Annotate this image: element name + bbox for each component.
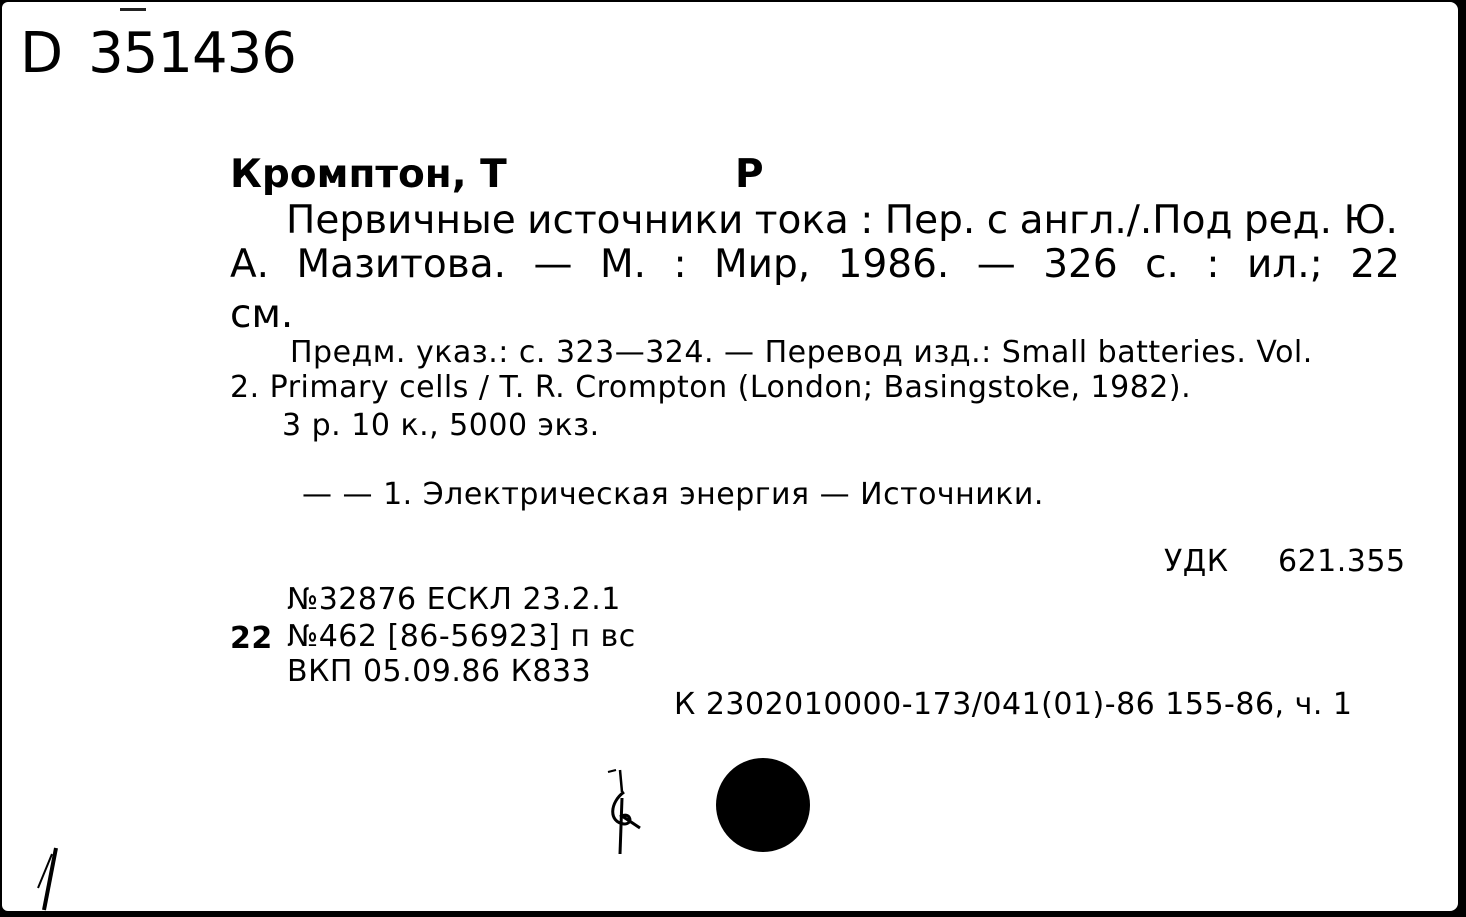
shelfmark [20,21,296,86]
word: с [986,198,1009,243]
word: англ./.Под [1019,198,1233,243]
word: тока [754,198,849,243]
catalog-code: К 2302010000-173/041(01)-86 155-86, ч. 1 [674,687,1353,722]
word: М. [599,242,646,287]
description-line-1 [286,198,1398,243]
udc-label: УДК [1164,544,1229,579]
word: : [1206,242,1220,287]
top-mark [120,8,146,11]
description-line-3: см. [230,292,294,337]
word: 22 [1350,242,1400,287]
shelfmark-number: 351436 [88,21,296,86]
udc-code: 621.355 [1278,544,1406,579]
notes-line-1: Предм. указ.: с. 323—324. — Перевод изд.: Small batteries. Vol. [290,335,1313,370]
registry-prefix: 22 [230,621,273,656]
word: Мир, [714,242,811,287]
word: 1986. [837,242,950,287]
description-line-2 [230,242,1400,287]
word: — [976,242,1016,287]
word: Ю. [1343,198,1398,243]
word: Первичные [286,198,516,243]
word: : [673,242,687,287]
word: : [860,198,874,243]
author-name: Кромптон, Т [230,152,507,197]
word: Мазитова. [296,242,507,287]
author-initial: Р [735,152,764,197]
subject-heading: — — 1. Электрическая энергия — Источники. [302,477,1044,512]
handwritten-stroke [30,844,70,911]
punch-hole-dot [716,758,810,852]
word: Пер. [884,198,976,243]
word: источники [527,198,744,243]
word: А. [230,242,270,287]
registry-line-2: №462 [86-56923] п вс [287,619,636,654]
word: 326 [1043,242,1118,287]
notes-line-2: 2. Primary cells / T. R. Crompton (London; Basingstoke, 1982). [230,370,1192,405]
word: — [533,242,573,287]
word: ил.; [1247,242,1323,287]
registry-line-1: №32876 ЕСКЛ 23.2.1 [287,582,621,617]
price-print-run: 3 р. 10 к., 5000 экз. [282,408,600,443]
word: с. [1145,242,1179,287]
shelfmark-letter: D [20,21,63,86]
handwritten-mark [600,762,660,862]
registry-line-3: ВКП 05.09.86 К833 [287,654,592,689]
catalog-card [2,2,1458,911]
word: ред. [1243,198,1333,243]
